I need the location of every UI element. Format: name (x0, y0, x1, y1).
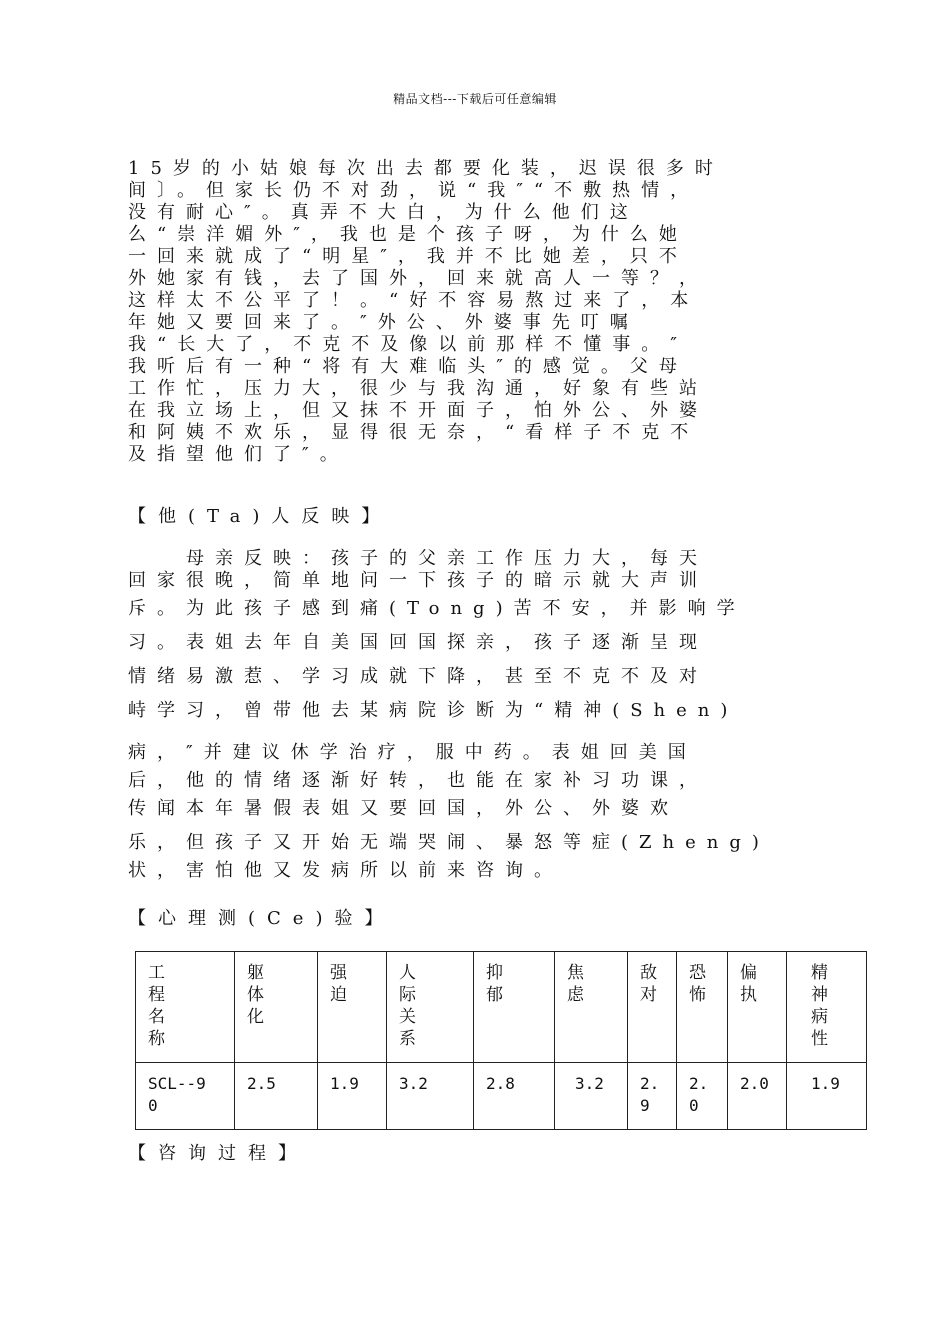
text-line: 情绪易激惹、学习成就下降，甚至不克不及对 (128, 666, 708, 687)
text-line: 后，他的情绪逐渐好转，也能在家补习功课， (128, 770, 708, 791)
text-line: 和阿姨不欢乐，显得很无奈，“看样子不克不 (128, 422, 700, 443)
text-line: 间〕。但家长仍不对劲，说“我″“不敷热情， (128, 180, 700, 201)
text-line: 没有耐心″。真弄不大白，为什么他们这 (128, 202, 639, 223)
table-cell: 2.9 (628, 1063, 677, 1130)
text-line: 年她又要回来了。″外公、外婆事先叮嘱 (128, 312, 639, 333)
table-header-cell: 强迫 (318, 952, 387, 1063)
text-line: 一回来就成了“明星″，我并不比她差，只不 (128, 246, 688, 267)
section-heading-process: 【咨询过程】 (128, 1143, 308, 1164)
text-line: 习。表姐去年自美国回国探亲，孩子逐渐呈现 (128, 632, 708, 653)
table-cell: 2.0 (677, 1063, 728, 1130)
table-cell: 2.0 (728, 1063, 787, 1130)
table-cell: 3.2 (387, 1063, 474, 1130)
text-line: 在我立场上，但又抹不开面子，怕外公、外婆 (128, 400, 708, 421)
text-line: 工作忙，压力大，很少与我沟通，好象有些站 (128, 378, 708, 399)
text-line: 么“崇洋媚外″，我也是个孩子呀，为什么她 (128, 224, 688, 245)
table-header-cell: 抑郁 (474, 952, 555, 1063)
table-cell: 2.5 (235, 1063, 318, 1130)
text-line: 斥。为此孩子感到痛(Tong)苦不安，并影响学 (128, 598, 746, 619)
table-header-cell: 人际关系 (387, 952, 474, 1063)
table-header-cell: 偏执 (728, 952, 787, 1063)
table-cell: 2.8 (474, 1063, 555, 1130)
others-paragraph (128, 548, 818, 882)
table-header-cell: 精神病性 (787, 952, 867, 1063)
text-line: 病，″并建议休学治疗，服中药。表姐回美国 (128, 742, 697, 763)
table-header-cell: 恐怖 (677, 952, 728, 1063)
section-heading-others: 【他(Ta)人反映】 (128, 506, 392, 527)
table-header-cell: 工程名称 (136, 952, 235, 1063)
table-header-cell: 敌对 (628, 952, 677, 1063)
text-line: 乐，但孩子又开始无端哭闹、暴怒等症(Zheng) (128, 832, 770, 853)
text-line: 状，害怕他又发病所以前来咨询。 (128, 860, 563, 881)
text-line: 及指望他们了″。 (128, 444, 349, 465)
text-line: 我“长大了，不克不及像以前那样不懂事。″ (128, 334, 688, 355)
text-line: 我听后有一种“将有大难临头″的感觉。父母 (128, 356, 688, 377)
table-header-cell: 躯体化 (235, 952, 318, 1063)
scl90-table (135, 951, 867, 1130)
table-header-cell: 焦虑 (555, 952, 628, 1063)
text-line: 这样太不公平了！。“好不容易熬过来了，本 (128, 290, 700, 311)
table-cell: 3.2 (555, 1063, 628, 1130)
table-header-row (136, 952, 867, 1063)
text-line: 母亲反映：孩子的父亲工作压力大，每天 (128, 548, 708, 569)
text-line: 外她家有钱，去了国外，回来就高人一等？， (128, 268, 708, 289)
text-line: 传闻本年暑假表姐又要回国，外公、外婆欢 (128, 798, 679, 819)
page-watermark-header: 精品文档---下载后可任意编辑 (393, 92, 557, 106)
text-line: 峙学习，曾带他去某病院诊断为“精神(Shen) (128, 700, 739, 721)
intro-paragraph (128, 158, 818, 466)
table-cell: SCL--90 (136, 1063, 235, 1130)
table-cell: 1.9 (787, 1063, 867, 1130)
section-heading-test: 【心理测(Ce)验】 (128, 908, 395, 929)
text-line: 15岁的小姑娘每次出去都要化装，迟误很多时 (128, 158, 724, 179)
table-cell: 1.9 (318, 1063, 387, 1130)
table-row (136, 1063, 867, 1130)
text-line: 回家很晚，简单地问一下孩子的暗示就大声训 (128, 570, 708, 591)
